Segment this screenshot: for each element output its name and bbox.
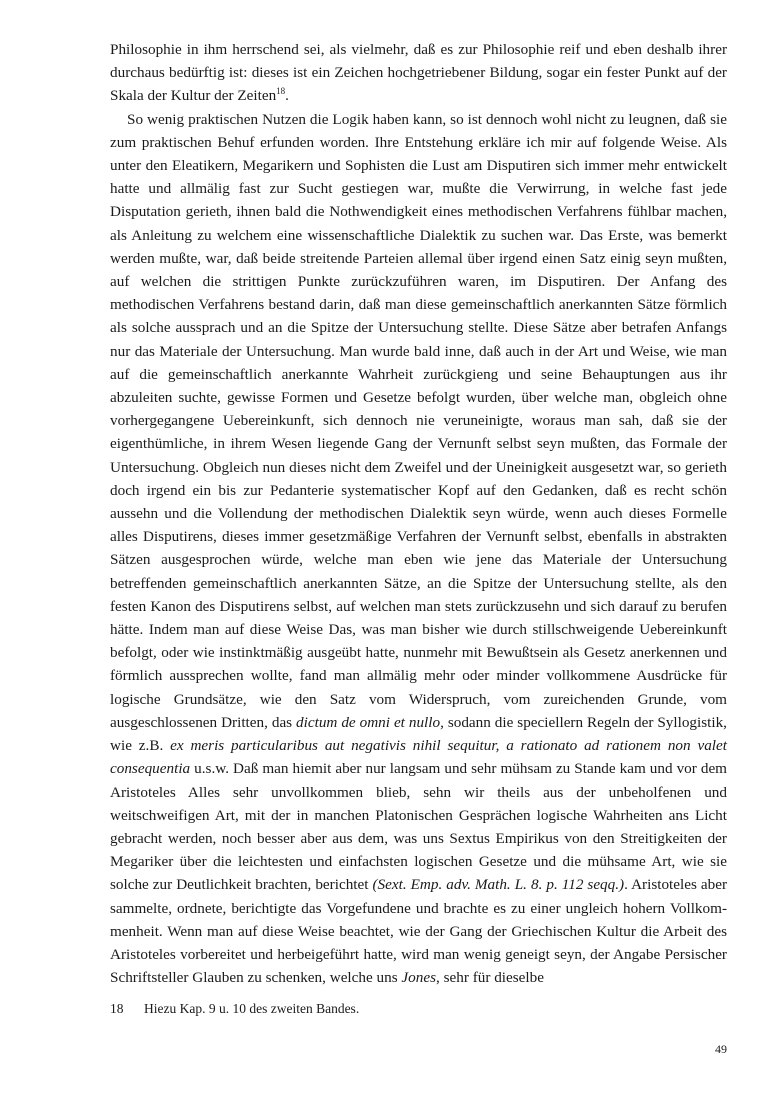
page-number: 49 [715,1042,727,1056]
latin-phrase-1: dictum de omni et nullo [296,713,441,731]
footnote-text: Hiezu Kap. 9 u. 10 des zweiten Bandes. [144,1001,360,1016]
footnote-number: 18 [110,1001,124,1016]
paragraph-2-part-5: , sehr für dieselbe [436,969,544,987]
paragraph-2-part-2: , sodann die speciellern Regeln der Syllogistik, wie z.B. [110,713,727,755]
author-name: Jones [401,969,437,987]
page-body [110,38,727,989]
paragraph-2-part-3: u.s.w. Daß man hiemit aber nur langsam und sehr mühsam zu Stande kam und vor dem Aristoteles Alles sehr unvollkommen blieb, sehn wir theils aus der unbeholfenen und weitschweifigen Art, mit der in manchen Platonischen Gesprächen logische Wahrheiten ans Licht gebracht werden, noch besser aber aus dem, was uns Sextus Empirikus von den Streitigkeiten der Megariker über die leichtesten und einfachsten logischen Gesetze und die mühsame Art, wie sie solche zur Deutlichkeit brachten, berichtet [110,760,727,894]
paragraph-1-end: . [285,87,289,105]
footnote-reference: 18 [276,86,286,97]
citation: (Sext. Emp. adv. Math. L. 8. p. 112 seqq.) [372,876,625,894]
paragraph-1 [110,38,727,108]
paragraph-2-part-4: . Aristoteles aber sammelte, ordnete, berichtigte das Vorgefundene und brachte es zu einer ungleich hohern Vollkommenheit. Wenn man auf diese Weise beachtet, wie der Gang der Griechischen Kultur die Arbeit des Aristoteles vorbereitet und herbeigeführt hatte, wird man wenig geneigt seyn, der Angabe Persischer Schriftsteller Glauben zu schenken, welche uns [110,876,728,987]
footnote [110,1000,359,1018]
paragraph-2-part-1: So wenig praktischen Nutzen die Logik haben kann, so ist dennoch wohl nicht zu leugnen, daß sie zum praktischen Behuf erfunden worden. Ihre Entstehung erkläre ich mir auf folgende Weise. Als unter den Eleatikern, Megarikern und Sophisten die Lust am Disputiren sich immer mehr entwickelt hatte und allmälig fast zur Sucht gestiegen war, mußte die Verwirrung, in welche fast jede Disputation gerieth, ihnen bald die Nothwendigkeit eines methodischen Verfahrens fühlbar machen, als Anleitung zu welchem eine wissenschaftliche Dialektik zu suchen war. Das Erste, was bemerkt werden mußte, war, daß beide streitende Parteien allemal über irgend einen Satz einig seyn mußten, auf welchen die strittigen Punkte zurückzuführen waren, im Disputiren. Der Anfang des methodischen Verfahrens bestand darin, daß man diese gemeinschaftlich anerkannten Sätze förmlich als solche aussprach und an die Spitze der Untersuchung stellte. Diese Sätze aber betrafen Anfangs nur das Materiale der Untersuchung. Man wurde bald inne, daß auch in der Art und Weise, wie man auf die gemeinschaftlich anerkannte Wahrheit zurückgieng und seine Behauptungen aus ihr abzuleiten suchte, gewisse Formen und Gesetze befolgt wurden, über welche man, obgleich ohne vorhergegangene Uebereinkunft, sich dennoch nie veruneinigte, woraus man sah, daß sie der eigenthümliche, in ihrem Wesen liegende Gang der Vernunft selbst seyn mußten, das Formale der Untersuchung. Obgleich nun dieses nicht dem Zweifel und der Uneinigkeit ausgesetzt war, so gerieth doch irgend ein bis zur Pedanterie systematischer Kopf auf den Gedanken, daß es recht schön aussehn und die Vollendung der methodischen Dialektik seyn würde, wenn auch dieses Formelle alles Disputirens, dieses immer gesetzmäßige Verfahren der Vernunft selbst, ebenfalls in abstrakten Sätzen ausgesprochen würde, welche man eben wie jene das Materiale der Untersuchung betreffenden gemeinschaftlich anerkannten Sätze, an die Spitze der Untersuchung stellte, als den festen Kanon des Disputirens selbst, auf welchen man stets zurückzusehn und sich darauf zu berufen hätte. Indem man auf diese Weise Das, was man bisher wie durch stillschweigende Uebereinkunft befolgt, oder wie instinktmäßig ausgeübt hatte, nunmehr mit Bewußtsein als Gesetz anerkennen und förmlich aussprechen wollte, fand man allmälig mehr oder minder vollkommene Ausdrücke für logische Grundsätze, wie den Satz vom Widerspruch, vom zureichenden Grunde, vom ausgeschlossenen Dritten, das [110,110,727,731]
latin-phrase-2: ex meris particularibus aut negativis nihil sequitur, a rationato ad rationem non valet consequentia [110,737,727,778]
paragraph-2 [110,108,727,990]
main-text [110,38,727,989]
paragraph-1-text: Philosophie in ihm herrschend sei, als vielmehr, daß es zur Philosophie reif und eben deshalb ihrer durchaus bedürftig ist: dieses ist ein Zeichen hochgetriebener Bildung, sogar ein fester Punkt auf der Skala der Kultur der Zeiten [110,41,727,105]
